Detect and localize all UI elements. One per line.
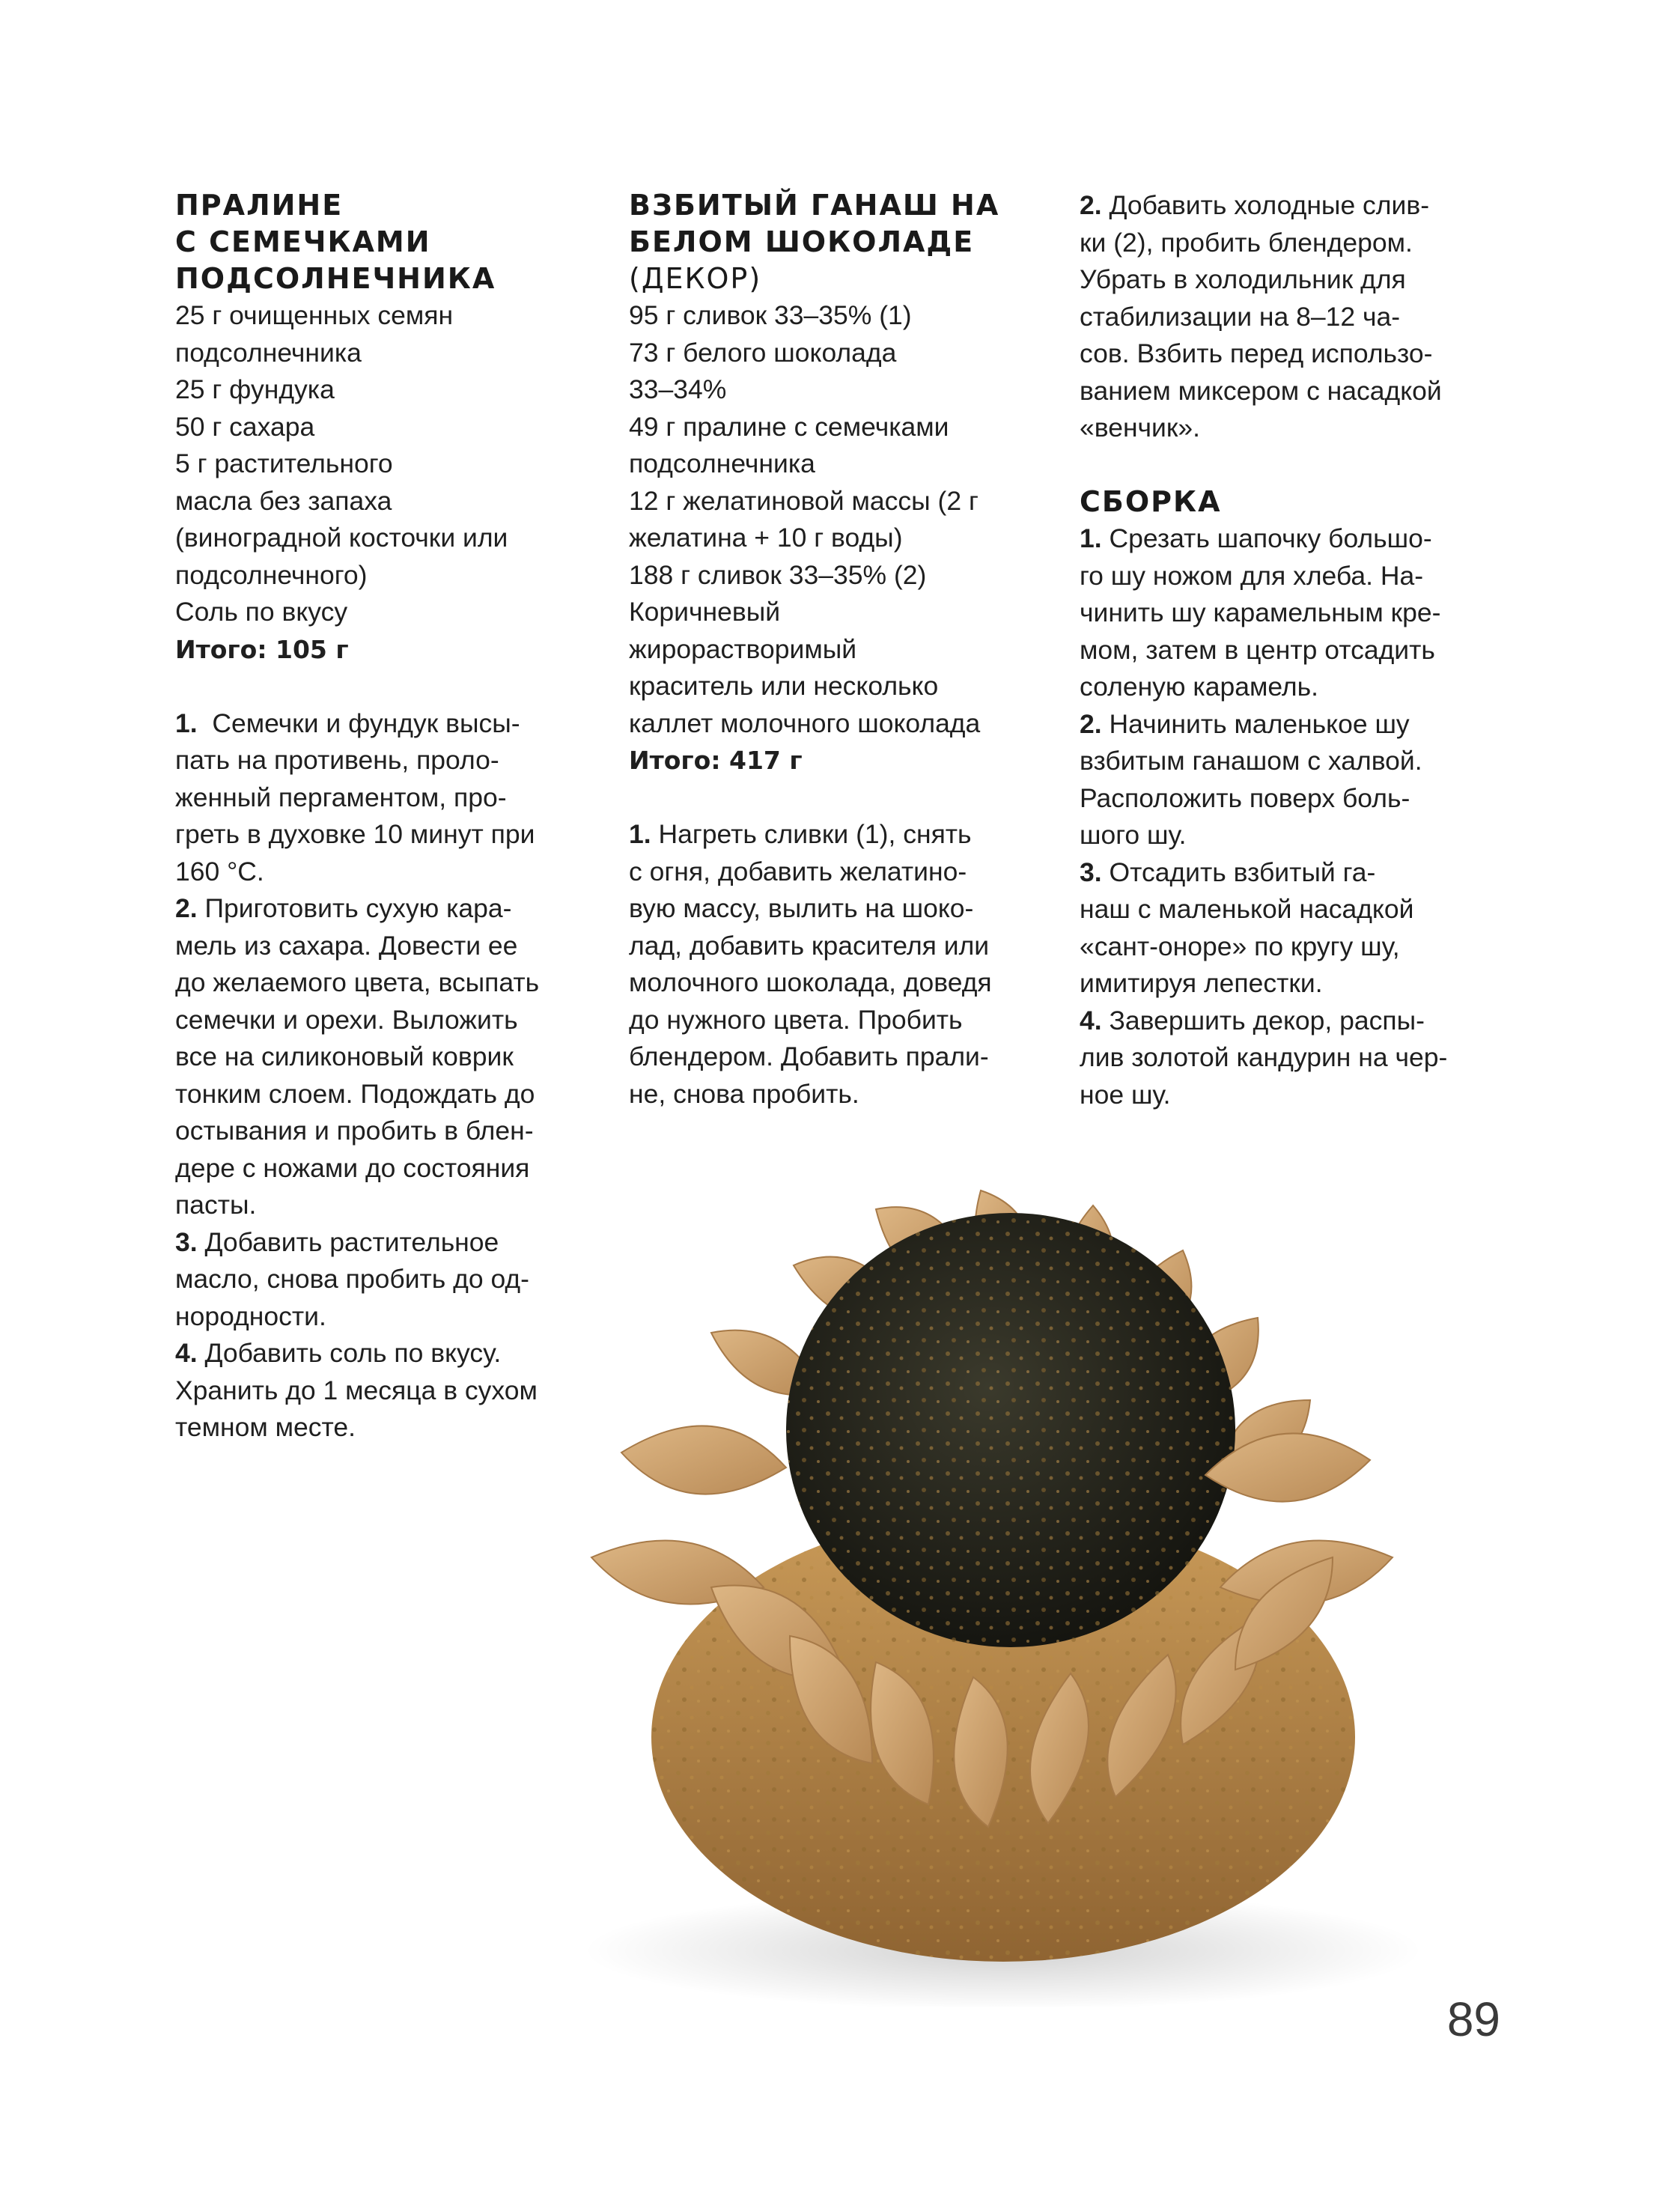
praline-total: Итого: 105 г xyxy=(175,634,349,664)
step-line: 4. Добавить соль по вкусу. xyxy=(175,1338,502,1368)
assembly-steps: 1. Срезать шапочку большо- го шу ножом для хлеба. На- чинить шу карамельным кре- мом, затем в центр отсадить соленую карамель. 2. Начинить маленькое шу взбитым ганашом с халвой. Расположить поверх боль- шого шу. 3. Отсадить взбитый га- наш с маленькой насадкой «сант-оноре» по кругу шу, имитируя лепестки. 4. Завершить декор, распы- лив золотой кандурин на чер- ное шу. xyxy=(1080,520,1514,1113)
ganache-ingredients: 95 г сливок 33–35% (1) 73 г белого шоколада 33–34% 49 г пралине с семечками подсолнечника 12 г желатиновой массы (2 г желатина + 10 г воды) 188 г сливок 33–35% (2) Коричневый жирорастворимый краситель или несколько каллет молочного шоколада Итого: 417 г xyxy=(629,297,1063,816)
praline-ingredients: 25 г очищенных семян подсолнечника 25 г фундука 50 г сахара 5 г растительного масла без запаха (виноградной косточки или подсолнечного) Соль по вкусу Итого: 105 г xyxy=(175,297,594,705)
step-line: 2. Приготовить сухую кара- xyxy=(175,893,512,923)
step-line: 1. Семечки и фундук высы- xyxy=(175,708,520,738)
step-line: 4. Завершить декор, распы- xyxy=(1080,1005,1425,1035)
ganache-steps: 1. Нагреть сливки (1), снять с огня, добавить желатино- вую массу, вылить на шоко- лад, добавить красителя или молочного шоколада, доведя до нужного цвета. Пробить блендером. Добавить прали- не, снова пробить. xyxy=(629,816,1063,1113)
ganache-subtitle: (ДЕКОР) xyxy=(629,262,762,295)
ganache-steps-continued: 2. Добавить холодные слив- ки (2), пробить блендером. Убрать в холодильник для стабилизации на 8–12 ча- сов. Взбить перед использо- ванием миксером с насадкой «венчик». xyxy=(1080,187,1514,484)
step-line: 1. Нагреть сливки (1), снять xyxy=(629,819,972,849)
praline-steps: 1. Семечки и фундук высы- пать на противень, проло- женный пергаментом, про- греть в духовке 10 минут при 160 °С. 2. Приготовить сухую кара- мель из сахара. Довести ее до желаемого цвета, всыпать семечки и орехи. Выложить все на силиконовый коврик тонким слоем. Подождать до остывания и пробить в блен- дере с ножами до состояния пасты. 3. Добавить растительное масло, снова пробить до од- нородности. 4. Добавить соль по вкусу. Хранить до 1 месяца в сухом темном месте. xyxy=(175,705,594,1447)
sunflower-dessert-photo xyxy=(524,1138,1497,2007)
recipe-ganache-column xyxy=(629,187,1063,1113)
ganache-title: ВЗБИТЫЙ ГАНАШ НА БЕЛОМ ШОКОЛАДЕ (ДЕКОР) xyxy=(629,187,1063,297)
page-number: 89 xyxy=(1446,1992,1500,2046)
recipe-assembly-column xyxy=(1080,187,1514,1113)
step-line: 2. Начинить маленькое шу xyxy=(1080,708,1410,739)
ganache-total: Итого: 417 г xyxy=(629,746,803,775)
step-line: 3. Добавить растительное xyxy=(175,1226,499,1257)
assembly-title: СБОРКА xyxy=(1080,485,1222,518)
step-line: 3. Отсадить взбитый га- xyxy=(1080,857,1376,887)
step-line: 2. Добавить холодные слив- xyxy=(1080,190,1430,220)
step-line: 1. Срезать шапочку большо- xyxy=(1080,523,1432,553)
praline-title: ПРАЛИНЕ С СЕМЕЧКАМИ ПОДСОЛНЕЧНИКА xyxy=(175,189,496,295)
